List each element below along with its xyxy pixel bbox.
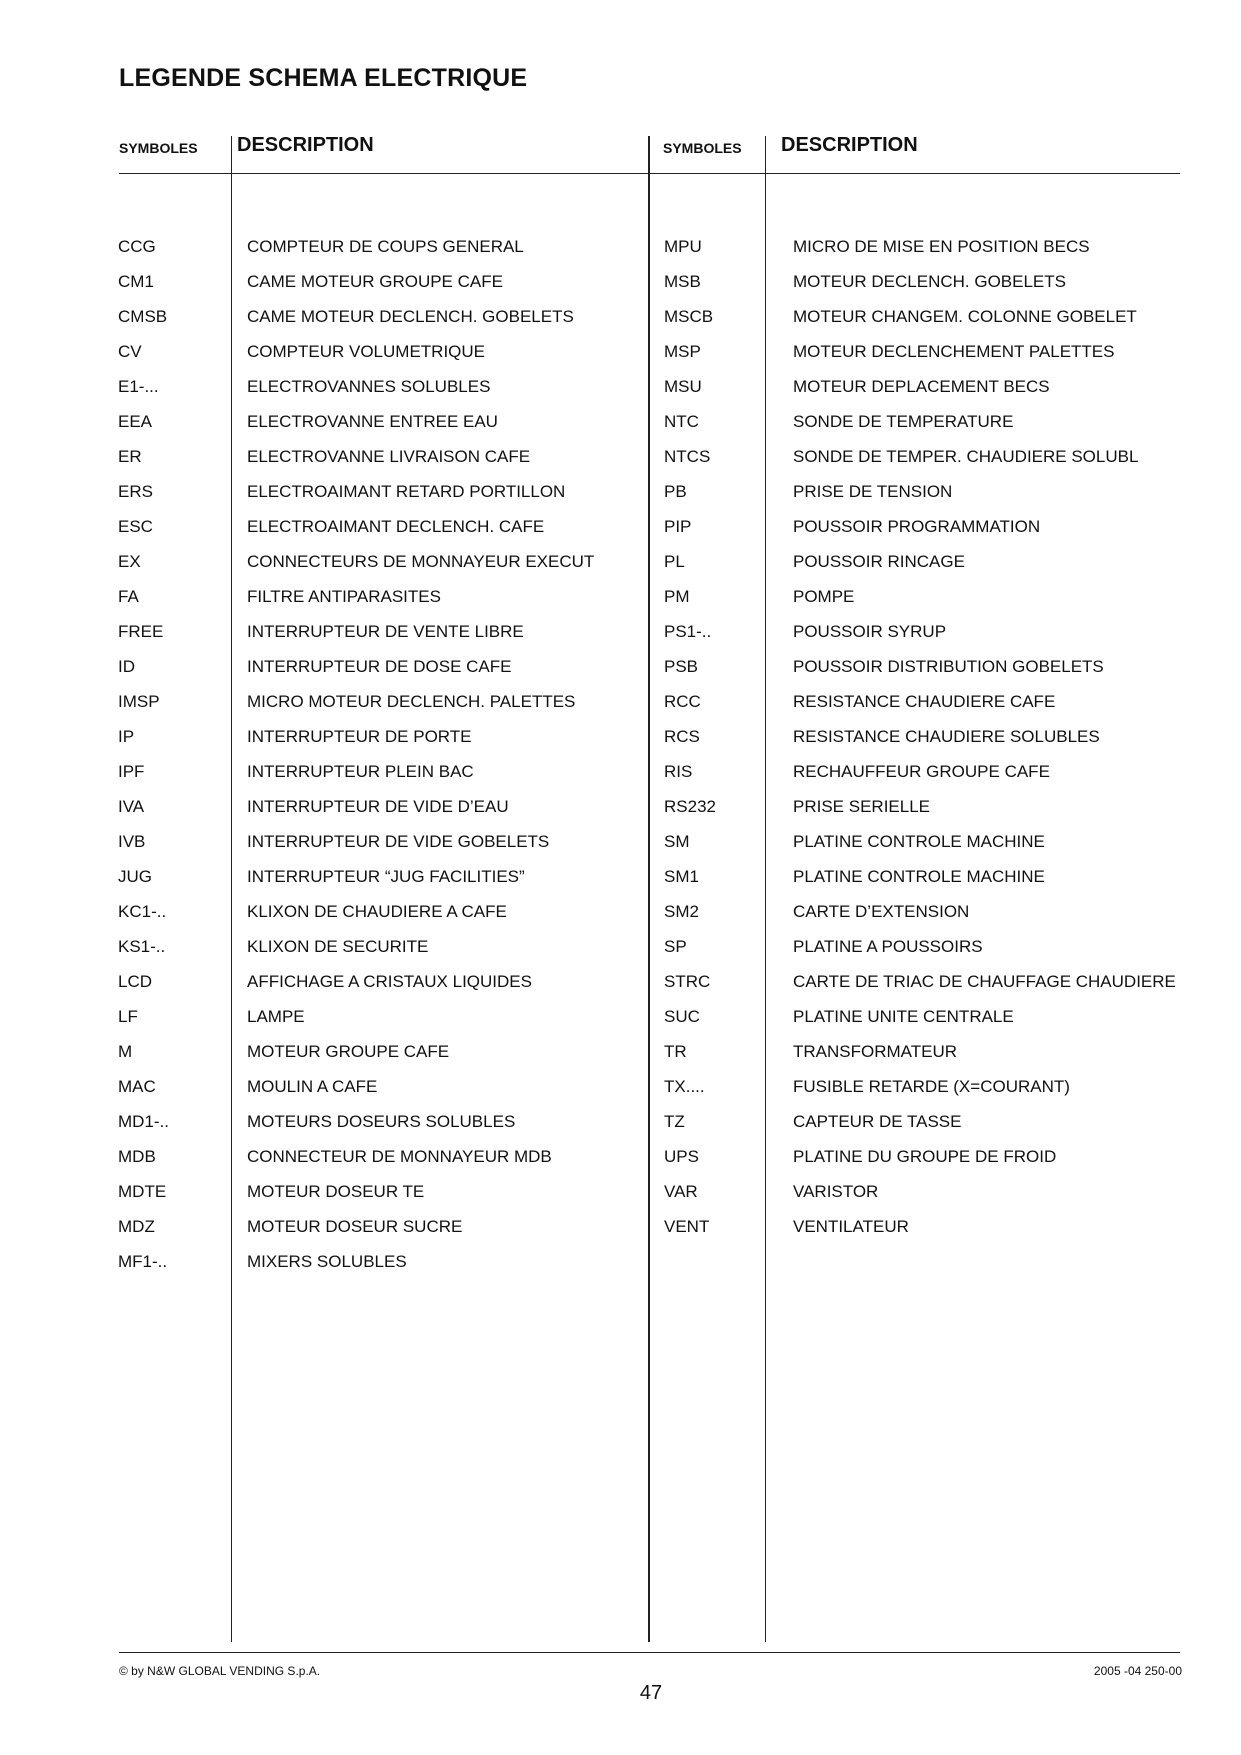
symbol-description: MOTEUR CHANGEM. COLONNE GOBELET [793,307,1137,326]
symbol-description: TRANSFORMATEUR [793,1042,958,1061]
symbol-code: VAR [664,1182,698,1201]
symbol-description: POUSSOIR RINCAGE [793,552,965,571]
symbol-code: MSB [664,272,701,291]
symbol-description: CAME MOTEUR DECLENCH. GOBELETS [247,307,574,326]
symbol-description: INTERRUPTEUR “JUG FACILITIES” [247,867,525,886]
symbol-description: INTERRUPTEUR DE VIDE D’EAU [247,797,509,816]
symbol-description: POUSSOIR SYRUP [793,622,947,641]
symbol-description: VENTILATEUR [793,1217,909,1236]
symbol-description: MOTEUR DEPLACEMENT BECS [793,377,1050,396]
symbol-description: ELECTROVANNE LIVRAISON CAFE [247,447,531,466]
symbol-code: IVB [118,832,146,851]
symbol-description: CONNECTEURS DE MONNAYEUR EXECUT [247,552,595,571]
symbol-code: NTCS [664,447,711,466]
symbol-description: MOTEURS DOSEURS SOLUBLES [247,1112,516,1131]
symbol-code: M [118,1042,133,1061]
symbol-code: FREE [118,622,164,641]
symbol-description: ELECTROVANNE ENTREE EAU [247,412,498,431]
symbol-code: CV [118,342,142,361]
symbol-description: FILTRE ANTIPARASITES [247,587,441,606]
symbol-code: SUC [664,1007,700,1026]
symbol-description: INTERRUPTEUR DE DOSE CAFE [247,657,512,676]
symbol-description: MOTEUR DECLENCHEMENT PALETTES [793,342,1115,361]
symbol-code: LCD [118,972,153,991]
symbol-description: PLATINE DU GROUPE DE FROID [793,1147,1057,1166]
document-code: 2005 -04 250-00 [1093,1664,1182,1678]
symbol-code: IMSP [118,692,160,711]
symbol-description: PLATINE CONTROLE MACHINE [793,832,1045,851]
symbol-code: MDZ [118,1217,155,1236]
symbol-code: ID [118,657,135,676]
symbol-code: TR [664,1042,687,1061]
symbol-code: SM2 [664,902,699,921]
symbol-description: MOULIN A CAFE [247,1077,378,1096]
symbol-code: UPS [664,1147,699,1166]
symbol-description: CONNECTEUR DE MONNAYEUR MDB [247,1147,552,1166]
symbol-description: POMPE [793,587,855,606]
symbol-code: MSP [664,342,701,361]
symbol-code: KS1-.. [118,937,166,956]
symbol-code: CM1 [118,272,154,291]
symbol-description: MOTEUR DOSEUR SUCRE [247,1217,463,1236]
copyright-notice: © by N&W GLOBAL VENDING S.p.A. [119,1664,321,1678]
symbol-description: KLIXON DE SECURITE [247,937,429,956]
symbol-code: KC1-.. [118,902,167,921]
symbol-code: IPF [118,762,145,781]
symbol-description: PLATINE A POUSSOIRS [793,937,983,956]
symbol-description: KLIXON DE CHAUDIERE A CAFE [247,902,507,921]
symbol-description: SONDE DE TEMPERATURE [793,412,1014,431]
symbols-header-left: SYMBOLES [119,140,198,156]
symbol-description: RESISTANCE CHAUDIERE CAFE [793,692,1056,711]
symbol-code: MDB [118,1147,156,1166]
symbol-code: RS232 [664,797,716,816]
symbol-description: MICRO MOTEUR DECLENCH. PALETTES [247,692,576,711]
symbol-description: AFFICHAGE A CRISTAUX LIQUIDES [247,972,532,991]
symbol-code: ERS [118,482,153,501]
symbol-code: IP [118,727,135,746]
symbol-description: INTERRUPTEUR PLEIN BAC [247,762,474,781]
symbol-code: MDTE [118,1182,167,1201]
symbol-description: VARISTOR [793,1182,879,1201]
symbol-description: INTERRUPTEUR DE PORTE [247,727,472,746]
symbol-description: LAMPE [247,1007,305,1026]
symbol-code: RCS [664,727,700,746]
symbol-code: SM [664,832,690,851]
symbol-description: PRISE DE TENSION [793,482,953,501]
symbol-description: COMPTEUR VOLUMETRIQUE [247,342,486,361]
symbol-description: MICRO DE MISE EN POSITION BECS [793,237,1090,256]
symbol-description: CARTE DE TRIAC DE CHAUFFAGE CHAUDIERE [793,972,1176,991]
symbol-code: JUG [118,867,152,886]
right-symbols-column [664,236,716,1251]
symbol-code: STRC [664,972,711,991]
left-symbols-column [118,236,169,1286]
description-header-left: DESCRIPTION [237,134,374,156]
symbol-code: TX.... [664,1077,705,1096]
footer-divider [119,1652,1180,1653]
left-symbol-column-divider [231,136,232,1642]
symbol-description: ELECTROAIMANT DECLENCH. CAFE [247,517,545,536]
symbol-code: RIS [664,762,693,781]
symbol-code: PIP [664,517,692,536]
symbol-description: RESISTANCE CHAUDIERE SOLUBLES [793,727,1100,746]
symbol-code: RCC [664,692,701,711]
symbol-description: CARTE D’EXTENSION [793,902,970,921]
symbol-description: MOTEUR DOSEUR TE [247,1182,425,1201]
symbol-description: INTERRUPTEUR DE VENTE LIBRE [247,622,524,641]
symbol-code: MPU [664,237,702,256]
description-header-right: DESCRIPTION [781,134,918,156]
symbol-description: CAPTEUR DE TASSE [793,1112,962,1131]
symbol-description: POUSSOIR DISTRIBUTION GOBELETS [793,657,1104,676]
symbol-code: CCG [118,237,156,256]
symbol-code: TZ [664,1112,685,1131]
symbol-code: MF1-.. [118,1252,168,1271]
symbol-description: CAME MOTEUR GROUPE CAFE [247,272,503,291]
symbol-description: FUSIBLE RETARDE (X=COURANT) [793,1077,1070,1096]
symbol-code: SM1 [664,867,699,886]
symbol-code: SP [664,937,687,956]
symbol-description: INTERRUPTEUR DE VIDE GOBELETS [247,832,550,851]
symbol-description: PLATINE CONTROLE MACHINE [793,867,1045,886]
symbol-description: ELECTROVANNES SOLUBLES [247,377,491,396]
symbol-code: MAC [118,1077,156,1096]
symbol-description: SONDE DE TEMPER. CHAUDIERE SOLUBL [793,447,1139,466]
right-descriptions-column [793,236,1176,1251]
symbol-code: CMSB [118,307,168,326]
symbol-code: NTC [664,412,699,431]
symbol-code: E1-... [118,377,159,396]
page-number: 47 [639,1682,663,1704]
center-column-divider [648,136,650,1642]
symbol-description: ELECTROAIMANT RETARD PORTILLON [247,482,566,501]
symbol-code: FA [118,587,139,606]
symbol-description: RECHAUFFEUR GROUPE CAFE [793,762,1050,781]
symbol-description: MOTEUR GROUPE CAFE [247,1042,450,1061]
symbol-description: MOTEUR DECLENCH. GOBELETS [793,272,1066,291]
left-descriptions-column [247,236,594,1286]
symbol-code: MD1-.. [118,1112,169,1131]
symbol-code: PB [664,482,687,501]
page-title: LEGENDE SCHEMA ELECTRIQUE [119,64,528,92]
symbols-header-right: SYMBOLES [663,140,742,156]
symbol-code: PSB [664,657,699,676]
symbol-description: PRISE SERIELLE [793,797,931,816]
symbol-code: ESC [118,517,153,536]
symbol-description: COMPTEUR DE COUPS GENERAL [247,237,524,256]
symbol-code: PL [664,552,685,571]
symbol-code: PM [664,587,690,606]
symbol-code: VENT [664,1217,710,1236]
symbol-code: ER [118,447,142,466]
symbol-code: MSU [664,377,702,396]
symbol-description: MIXERS SOLUBLES [247,1252,407,1271]
right-symbol-column-divider [765,136,766,1642]
symbol-code: EX [118,552,141,571]
symbol-code: EEA [118,412,153,431]
symbol-code: MSCB [664,307,714,326]
symbol-code: PS1-.. [664,622,712,641]
symbol-description: PLATINE UNITE CENTRALE [793,1007,1014,1026]
symbol-code: IVA [118,797,145,816]
symbol-code: LF [118,1007,138,1026]
symbol-description: POUSSOIR PROGRAMMATION [793,517,1041,536]
